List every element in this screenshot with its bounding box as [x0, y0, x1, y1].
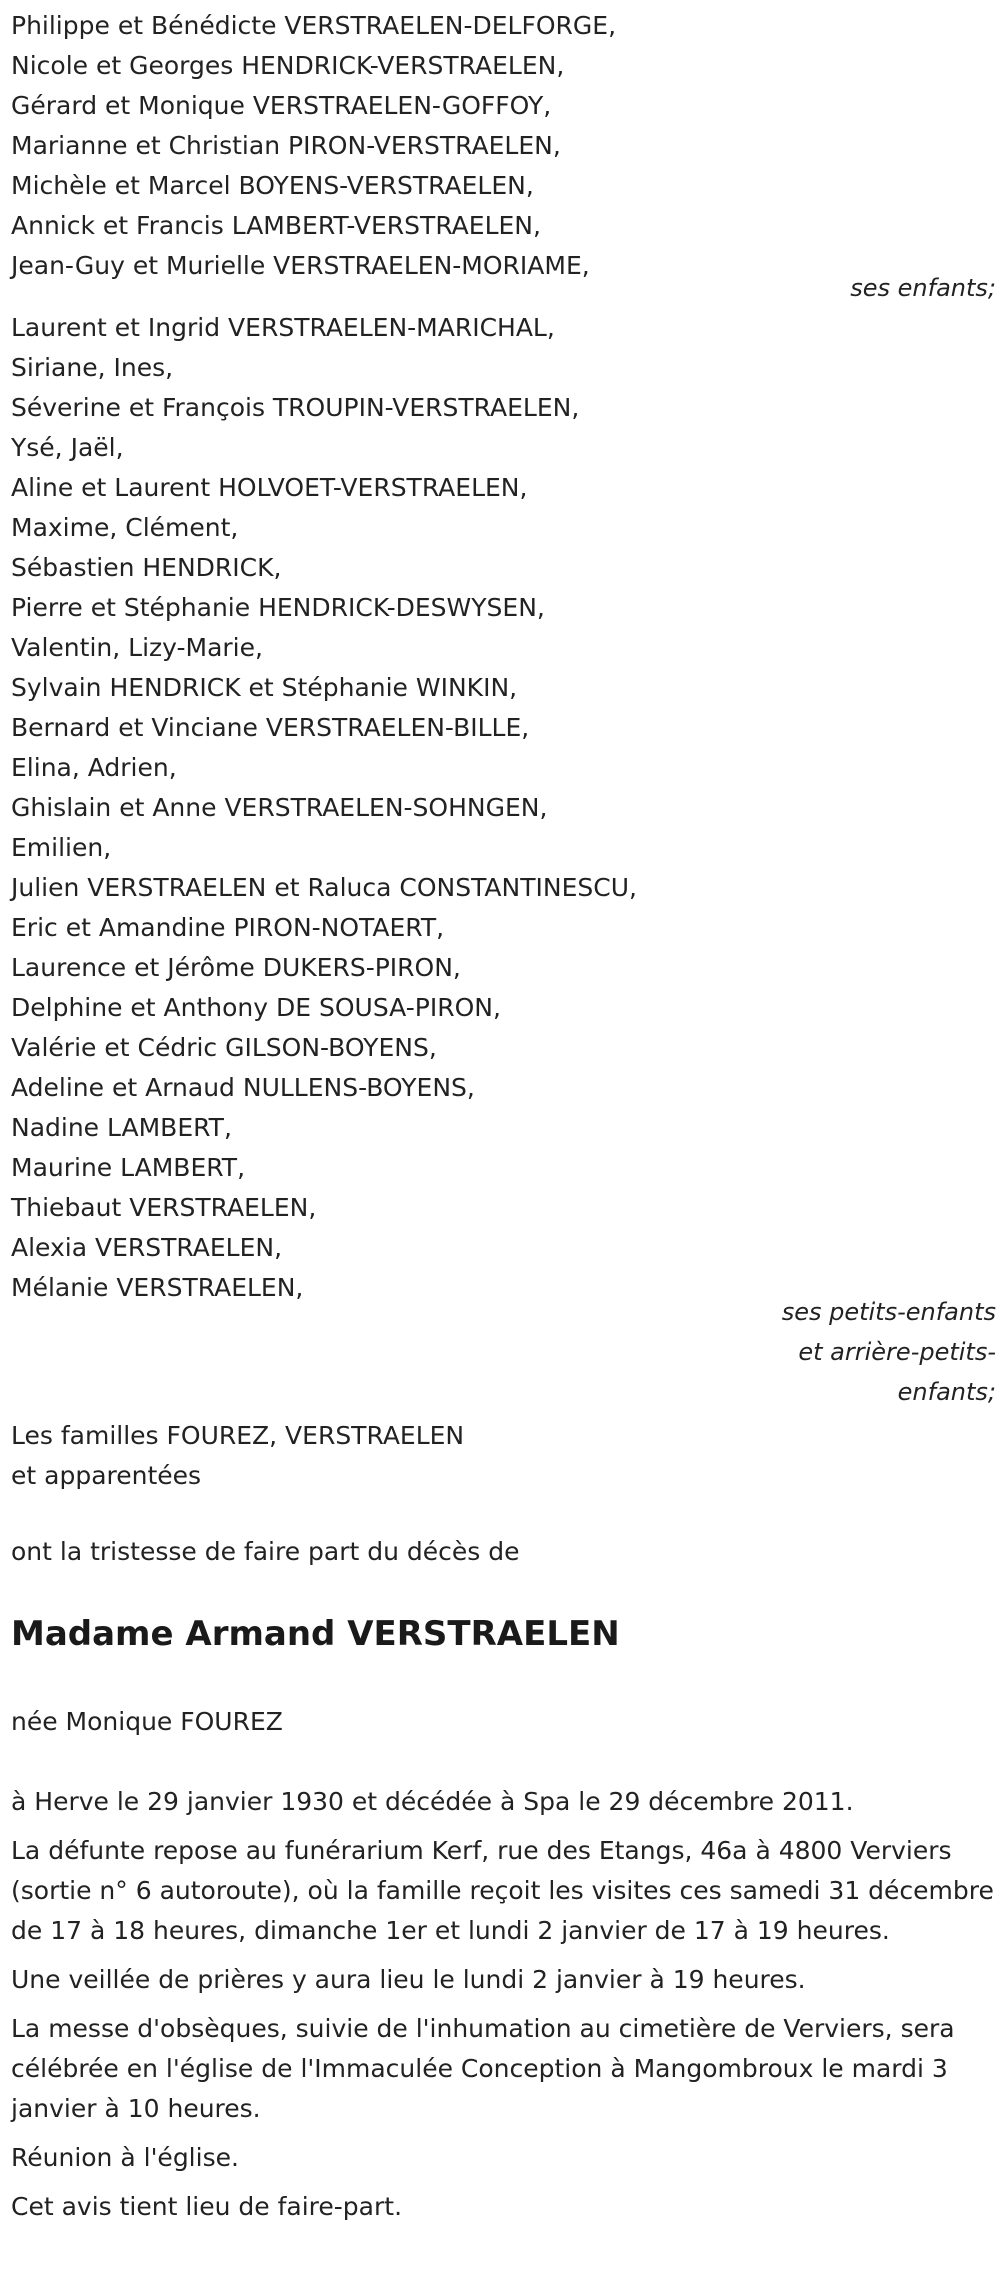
grandchild-entry: Adeline et Arnaud NULLENS-BOYENS,	[11, 1073, 475, 1102]
maiden-name: née Monique FOUREZ	[11, 1707, 283, 1736]
announcement-text: ont la tristesse de faire part du décès de	[11, 1537, 520, 1566]
grandchild-entry: Valérie et Cédric GILSON-BOYENS,	[11, 1033, 437, 1062]
child-entry: Annick et Francis LAMBERT-VERSTRAELEN,	[11, 211, 541, 240]
grandchild-entry: Laurent et Ingrid VERSTRAELEN-MARICHAL,	[11, 313, 555, 342]
details-paragraph: à Herve le 29 janvier 1930 et décédée à Spa le 29 décembre 2011.	[11, 1787, 854, 1816]
deceased-name-heading: Madame Armand VERSTRAELEN	[11, 1614, 620, 1654]
grandchild-entry: Sébastien HENDRICK,	[11, 553, 282, 582]
families-block	[11, 1416, 464, 1496]
grandchild-entry: Siriane, Ines,	[11, 353, 174, 382]
funeral-details	[11, 1782, 996, 2236]
grandchildren-role-line: enfants;	[897, 1378, 996, 1406]
child-entry: Philippe et Bénédicte VERSTRAELEN-DELFORGE,	[11, 11, 617, 40]
grandchildren-list	[11, 308, 996, 1308]
grandchild-entry: Sylvain HENDRICK et Stéphanie WINKIN,	[11, 673, 518, 702]
grandchild-entry: Julien VERSTRAELEN et Raluca CONSTANTINESCU,	[11, 873, 637, 902]
grandchild-entry: Aline et Laurent HOLVOET-VERSTRAELEN,	[11, 473, 528, 502]
children-list	[11, 6, 996, 286]
grandchild-entry: Thiebaut VERSTRAELEN,	[11, 1193, 317, 1222]
families-line: Les familles FOUREZ, VERSTRAELEN	[11, 1421, 465, 1450]
grandchild-entry: Eric et Amandine PIRON-NOTAERT,	[11, 913, 445, 942]
details-paragraph: Cet avis tient lieu de faire-part.	[11, 2192, 403, 2221]
grandchild-entry: Emilien,	[11, 833, 112, 862]
grandchild-entry: Valentin, Lizy-Marie,	[11, 633, 263, 662]
details-paragraph: La messe d'obsèques, suivie de l'inhumation au cimetière de Verviers, sera célébrée en l'église de l'Immaculée Conception à Mangombroux le mardi 3 janvier à 10 heures.	[11, 2014, 955, 2123]
grandchild-entry: Laurence et Jérôme DUKERS-PIRON,	[11, 953, 461, 982]
grandchild-entry: Alexia VERSTRAELEN,	[11, 1233, 283, 1262]
grandchild-entry: Mélanie VERSTRAELEN,	[11, 1273, 304, 1302]
grandchild-entry: Ysé, Jaël,	[11, 433, 124, 462]
child-entry: Michèle et Marcel BOYENS-VERSTRAELEN,	[11, 171, 534, 200]
grandchild-entry: Maurine LAMBERT,	[11, 1153, 246, 1182]
grandchild-entry: Pierre et Stéphanie HENDRICK-DESWYSEN,	[11, 593, 545, 622]
children-role-label: ses enfants;	[850, 274, 996, 302]
details-paragraph: Une veillée de prières y aura lieu le lundi 2 janvier à 19 heures.	[11, 1965, 806, 1994]
grandchild-entry: Ghislain et Anne VERSTRAELEN-SOHNGEN,	[11, 793, 548, 822]
grandchild-entry: Elina, Adrien,	[11, 753, 177, 782]
grandchild-entry: Bernard et Vinciane VERSTRAELEN-BILLE,	[11, 713, 530, 742]
details-paragraph: La défunte repose au funérarium Kerf, rue des Etangs, 46a à 4800 Verviers (sortie n° 6 autoroute), où la famille reçoit les visites ces samedi 31 décembre de 17 à 18 heures, dimanche 1er et lundi 2 janvier de 17 à 19 heures.	[11, 1836, 994, 1945]
child-entry: Gérard et Monique VERSTRAELEN-GOFFOY,	[11, 91, 552, 120]
grandchild-entry: Maxime, Clément,	[11, 513, 239, 542]
details-paragraph: Réunion à l'église.	[11, 2143, 239, 2172]
grandchildren-role-line: et arrière-petits-	[798, 1338, 996, 1366]
grandchild-entry: Nadine LAMBERT,	[11, 1113, 232, 1142]
child-entry: Nicole et Georges HENDRICK-VERSTRAELEN,	[11, 51, 565, 80]
families-line: et apparentées	[11, 1461, 202, 1490]
child-entry: Marianne et Christian PIRON-VERSTRAELEN,	[11, 131, 561, 160]
grandchildren-role-label	[11, 1292, 996, 1412]
grandchildren-role-line: ses petits-enfants	[781, 1298, 996, 1326]
grandchild-entry: Delphine et Anthony DE SOUSA-PIRON,	[11, 993, 501, 1022]
grandchild-entry: Séverine et François TROUPIN-VERSTRAELEN,	[11, 393, 580, 422]
child-entry: Jean-Guy et Murielle VERSTRAELEN-MORIAME,	[11, 251, 590, 280]
